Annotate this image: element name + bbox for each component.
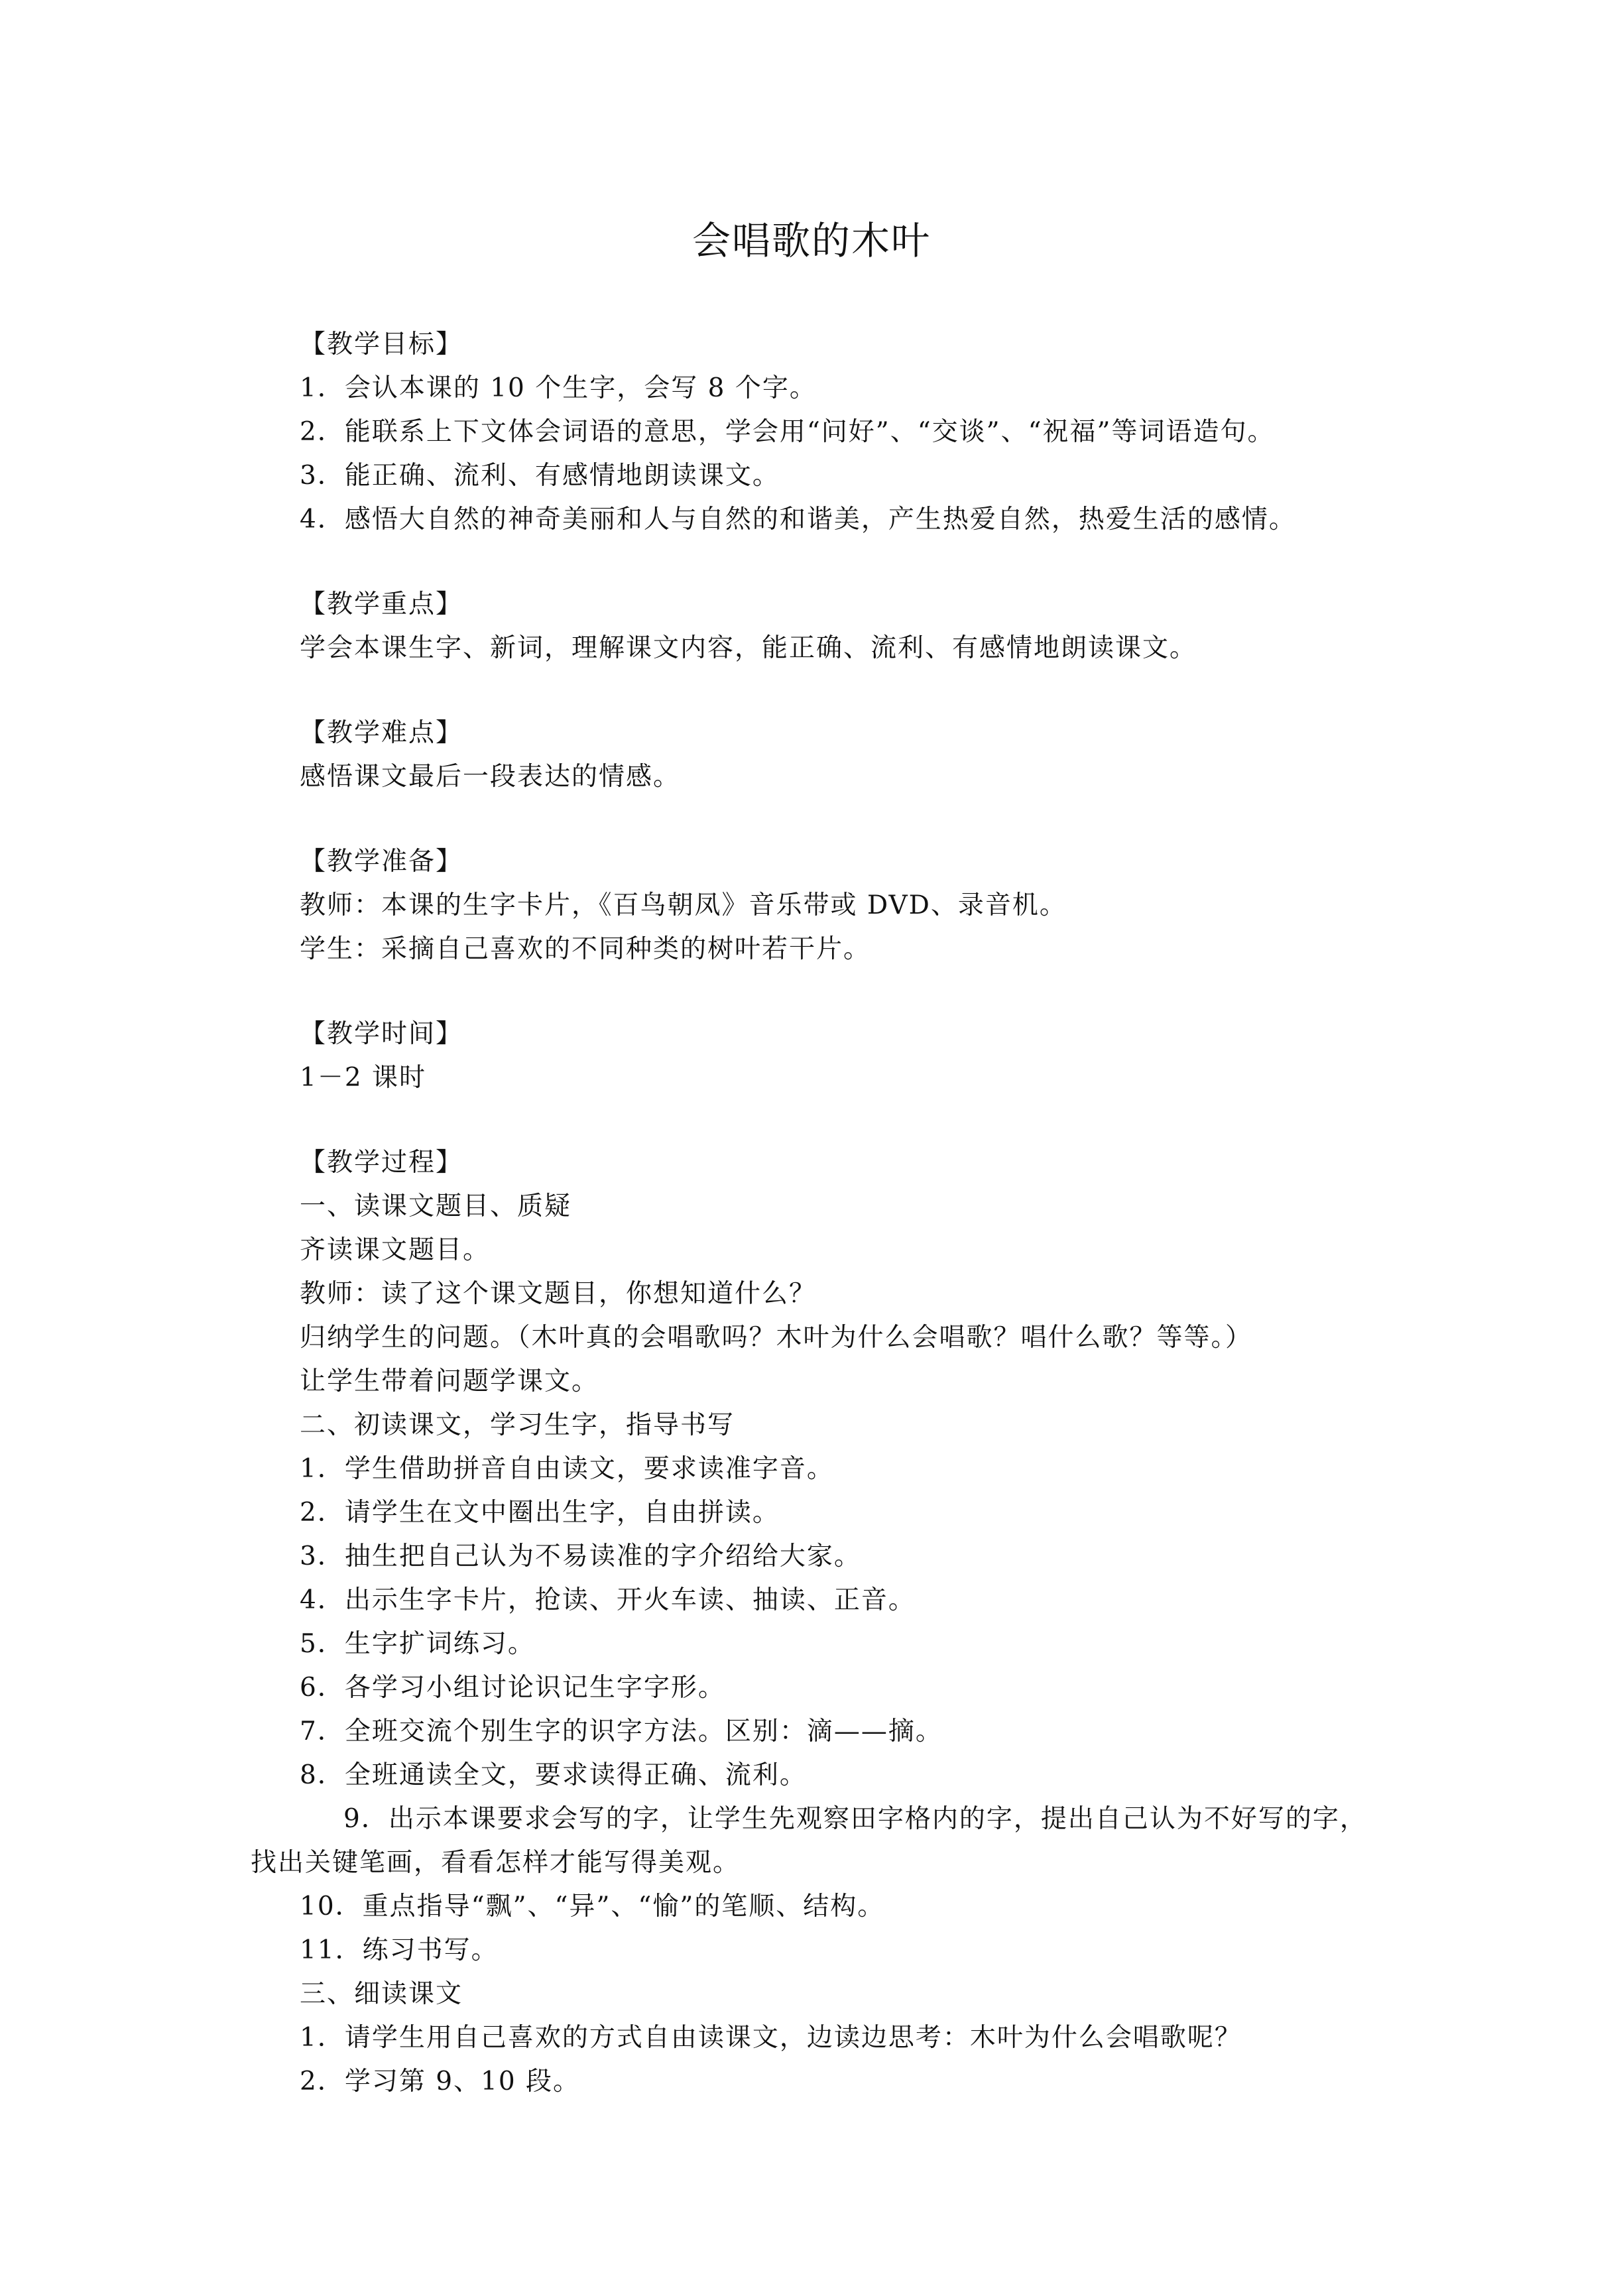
text-line: 学会本课生字、新词，理解课文内容，能正确、流利、有感情地朗读课文。 [300, 633, 1197, 663]
text-line: 1．学生借助拼音自由读文，要求读准字音。 [300, 1454, 834, 1484]
text-line: 齐读课文题目。 [300, 1235, 491, 1265]
text-line: 【教学目标】 [300, 330, 463, 359]
text-line: 【教学时间】 [300, 1019, 463, 1049]
text-line: 11．练习书写。 [300, 1935, 499, 1965]
text-line: 让学生带着问题学课文。 [300, 1366, 599, 1396]
text-line: 【教学准备】 [300, 847, 463, 876]
text-line: 归纳学生的问题。（木叶真的会唱歌吗？木叶为什么会唱歌？唱什么歌？等等。） [300, 1323, 1253, 1353]
text-line: 4．出示生字卡片，抢读、开火车读、抽读、正音。 [300, 1585, 916, 1615]
text-line: 2．能联系上下文体会词语的意思，学会用“问好”、“交谈”、“祝福”等词语造句。 [300, 417, 1275, 447]
text-line: 4．感悟大自然的神奇美丽和人与自然的和谐美，产生热爱自然，热爱生活的感情。 [300, 505, 1296, 534]
text-line: 【教学过程】 [300, 1148, 463, 1178]
text-line: 1．请学生用自己喜欢的方式自由读课文，边读边思考：木叶为什么会唱歌呢？ [300, 2023, 1242, 2053]
text-line: 1．会认本课的 10 个生字，会写 8 个字。 [300, 373, 817, 403]
text-line: 二、初读课文，学习生字，指导书写 [300, 1410, 735, 1440]
text-line: 6．各学习小组讨论识记生字字形。 [300, 1673, 725, 1703]
text-line: 3．能正确、流利、有感情地朗读课文。 [300, 461, 780, 491]
text-line: 2．请学生在文中圈出生字，自由拼读。 [300, 1498, 780, 1528]
text-line: 找出关键笔画，看看怎样才能写得美观。 [251, 1848, 741, 1878]
text-line: 3．抽生把自己认为不易读准的字介绍给大家。 [300, 1541, 861, 1571]
text-line: 学生：采摘自己喜欢的不同种类的树叶若干片。 [300, 934, 871, 964]
text-line: 教师：本课的生字卡片，《百鸟朝凤》音乐带或 DVD、录音机。 [300, 890, 1067, 920]
text-line: 8．全班通读全文，要求读得正确、流利。 [300, 1760, 807, 1790]
text-line: 感悟课文最后一段表达的情感。 [300, 762, 681, 792]
text-line: 一、读课文题目、质疑 [300, 1191, 572, 1221]
text-line: 9．出示本课要求会写的字，让学生先观察田字格内的字，提出自己认为不好写的字， [343, 1804, 1367, 1834]
text-line: 10．重点指导“飘”、“异”、“愉”的笔顺、结构。 [300, 1892, 885, 1921]
text-line: 2．学习第 9、10 段。 [300, 2067, 581, 2096]
text-line: 【教学难点】 [300, 718, 463, 748]
text-line: 三、细读课文 [300, 1979, 463, 2009]
text-line: 教师：读了这个课文题目，你想知道什么？ [300, 1279, 817, 1309]
page-title: 会唱歌的木叶 [691, 218, 931, 263]
text-line: 7．全班交流个别生字的识字方法。区别：滴——摘。 [300, 1717, 943, 1746]
text-line: 1－2 课时 [300, 1063, 427, 1093]
text-line: 【教学重点】 [300, 589, 463, 619]
text-line: 5．生字扩词练习。 [300, 1629, 535, 1659]
